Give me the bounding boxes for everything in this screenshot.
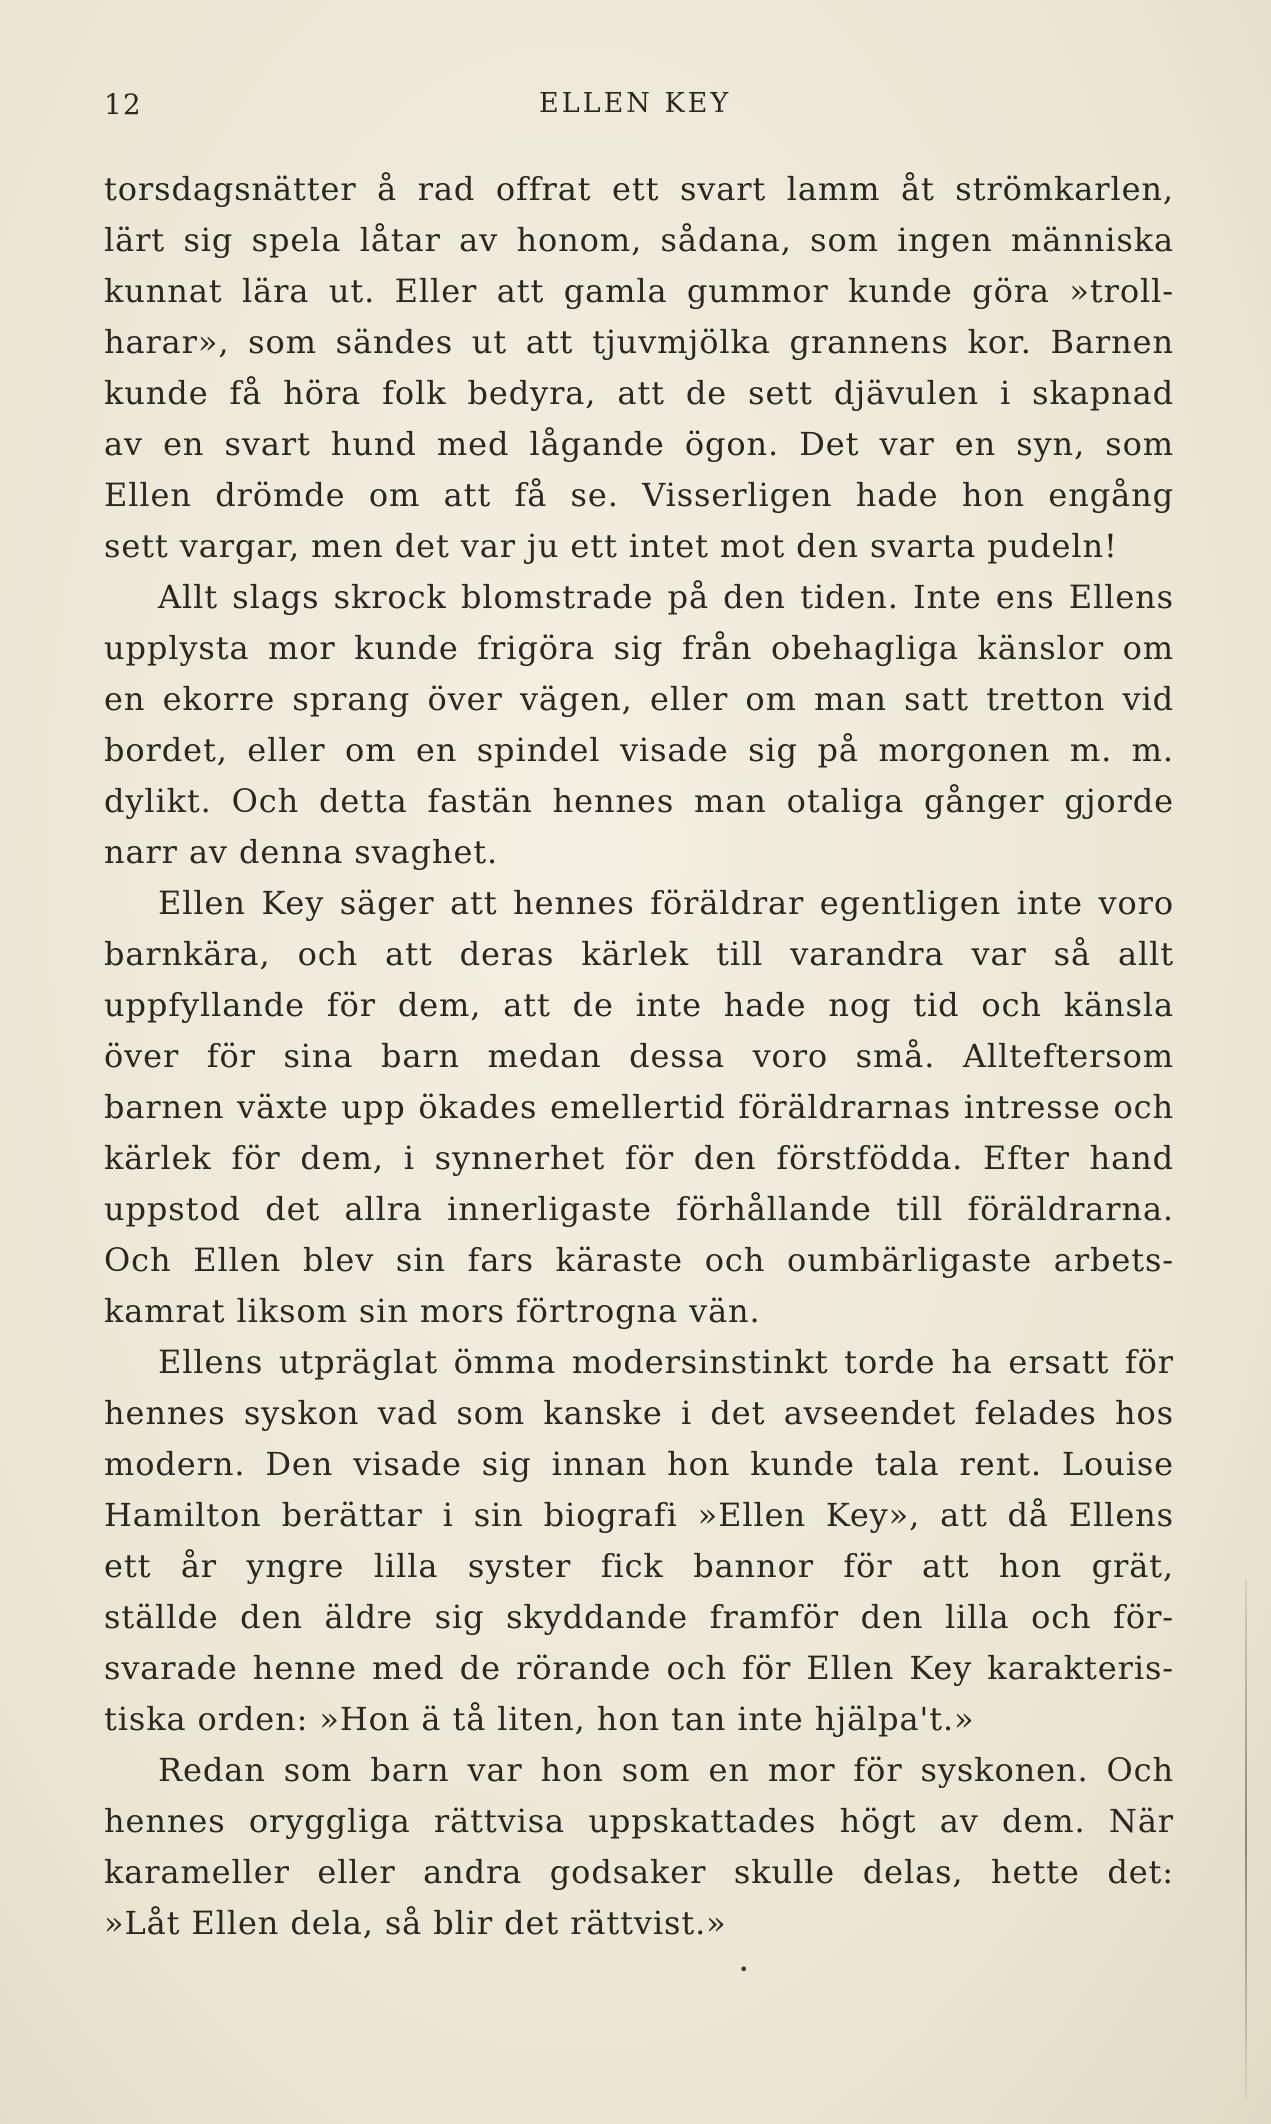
page-edge-shadow	[1245, 1580, 1247, 2100]
text-line: upplysta mor kunde frigöra sig från obehagliga känslor om	[104, 629, 1174, 667]
text-line: över för sina barn medan dessa voro små. Allteftersom	[104, 1037, 1174, 1075]
text-line: Ellen Key säger att hennes föräldrar egentligen inte voro	[158, 884, 1174, 922]
paragraph	[104, 164, 1174, 572]
page-header	[104, 88, 1174, 128]
text-line: ett år yngre lilla syster fick bannor för att hon grät,	[104, 1547, 1174, 1585]
text-line: Och Ellen blev sin fars käraste och oumbärligaste arbets-	[104, 1241, 1174, 1279]
text-line: karameller eller andra godsaker skulle delas, hette det:	[104, 1853, 1174, 1891]
text-line: kärlek för dem, i synnerhet för den förstfödda. Efter hand	[104, 1139, 1174, 1177]
text-line: Hamilton berättar i sin biografi »Ellen Key», att då Ellens	[104, 1496, 1174, 1534]
text-line: dylikt. Och detta fastän hennes man otaliga gånger gjorde	[104, 782, 1174, 820]
text-line: ställde den äldre sig skyddande framför den lilla och för-	[104, 1598, 1174, 1636]
paragraph	[104, 1745, 1174, 1949]
text-line: kunnat lära ut. Eller att gamla gummor kunde göra »troll-	[104, 272, 1174, 310]
running-title: ELLEN KEY	[539, 88, 732, 119]
text-line: Ellens utpräglat ömma modersinstinkt torde ha ersatt för	[158, 1343, 1174, 1381]
text-line: av en svart hund med lågande ögon. Det var en syn, som	[104, 425, 1174, 463]
body-text	[104, 164, 1174, 1949]
text-line: tiska orden: »Hon ä tå liten, hon tan inte hjälpa't.»	[104, 1700, 975, 1738]
text-line: torsdagsnätter å rad offrat ett svart lamm åt strömkarlen,	[104, 170, 1174, 208]
text-line: kunde få höra folk bedyra, att de sett djävulen i skapnad	[104, 374, 1174, 412]
text-line: Redan som barn var hon som en mor för syskonen. Och	[158, 1751, 1174, 1789]
paragraph	[104, 1337, 1174, 1745]
text-line: modern. Den visade sig innan hon kunde tala rent. Louise	[104, 1445, 1174, 1483]
text-line: hennes oryggliga rättvisa uppskattades högt av dem. När	[104, 1802, 1174, 1840]
text-line: svarade henne med de rörande och för Ellen Key karakteris-	[104, 1649, 1174, 1687]
text-line: Allt slags skrock blomstrade på den tiden. Inte ens Ellens	[158, 578, 1174, 616]
text-line: Ellen drömde om att få se. Visserligen hade hon engång	[104, 476, 1174, 514]
text-line: sett vargar, men det var ju ett intet mot den svarta pudeln!	[104, 527, 1118, 565]
text-line: barnen växte upp ökades emellertid föräldrarnas intresse och	[104, 1088, 1174, 1126]
text-line: lärt sig spela låtar av honom, sådana, som ingen människa	[104, 221, 1174, 259]
text-line: uppstod det allra innerligaste förhållande till föräldrarna.	[104, 1190, 1174, 1228]
text-line: hennes syskon vad som kanske i det avseendet felades hos	[104, 1394, 1174, 1432]
text-line: »Låt Ellen dela, så blir det rättvist.»	[104, 1904, 727, 1942]
text-line: harar», som sändes ut att tjuvmjölka grannens kor. Barnen	[104, 323, 1174, 361]
text-line: barnkära, och att deras kärlek till varandra var så allt	[104, 935, 1174, 973]
paragraph	[104, 572, 1174, 878]
text-line: uppfyllande för dem, att de inte hade nog tid och känsla	[104, 986, 1174, 1024]
text-line: bordet, eller om en spindel visade sig på morgonen m. m.	[104, 731, 1174, 769]
ink-speck: •	[739, 1960, 749, 1979]
page-number: 12	[104, 88, 142, 121]
text-line: kamrat liksom sin mors förtrogna vän.	[104, 1292, 761, 1330]
text-line: en ekorre sprang över vägen, eller om man satt tretton vid	[104, 680, 1174, 718]
paragraph	[104, 878, 1174, 1337]
text-line: narr av denna svaghet.	[104, 833, 499, 871]
